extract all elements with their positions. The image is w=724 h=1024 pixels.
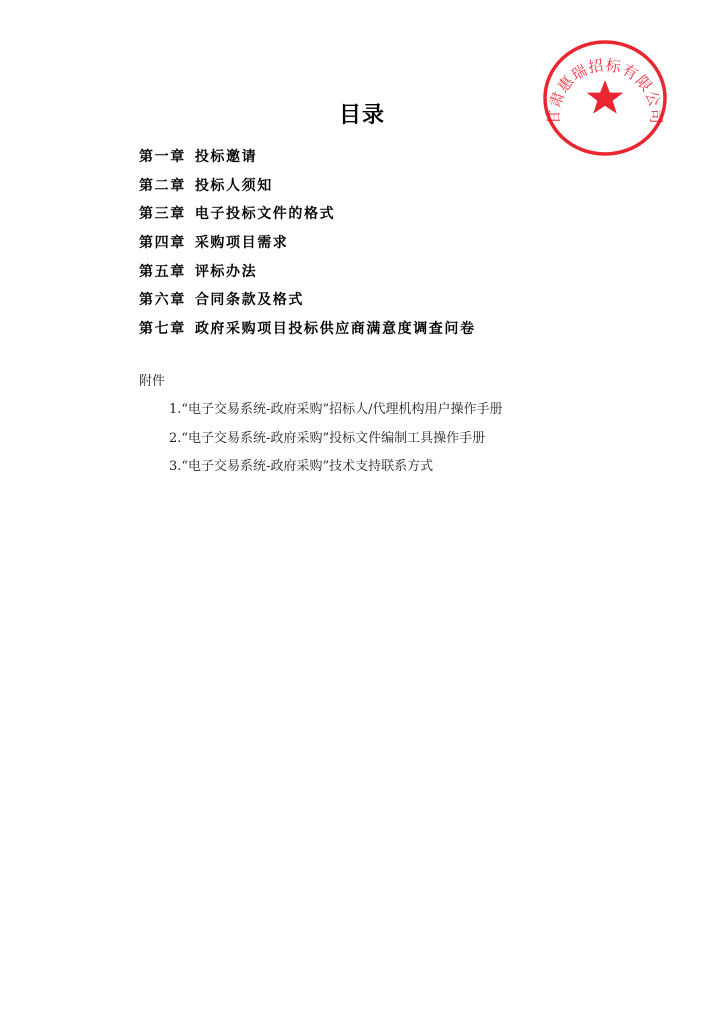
- toc-chapter-title: 采购项目需求: [194, 235, 289, 252]
- toc-chapter-number: 第五章: [139, 263, 186, 280]
- toc-chapter-number: 第四章: [139, 235, 186, 252]
- table-of-contents: [139, 146, 476, 347]
- page-title: 目录: [338, 103, 385, 128]
- appendix-item[interactable]: 1.“电子交易系统-政府采购”招标人/代理机构用户操作手册: [169, 402, 503, 417]
- appendix-list: [169, 399, 502, 485]
- toc-chapter-title: 投标邀请: [194, 149, 258, 165]
- toc-chapter-number: 第三章: [139, 206, 186, 223]
- toc-chapter-title: 政府采购项目投标供应商满意度调查问卷: [194, 321, 476, 338]
- toc-chapter-number: 第一章: [139, 149, 186, 165]
- seal-text: 甘肃惠瑞招标有限公司: [544, 56, 666, 125]
- appendix-section: [139, 371, 503, 485]
- toc-chapter-title: 电子投标文件的格式: [194, 206, 336, 223]
- appendix-item[interactable]: 3.“电子交易系统-政府采购”技术支持联系方式: [169, 459, 434, 474]
- toc-chapter-title: 投标人须知: [194, 177, 273, 194]
- appendix-heading: 附件: [139, 374, 166, 389]
- toc-chapter-number: 第二章: [139, 177, 186, 194]
- toc-item-chapter-2[interactable]: [139, 175, 476, 204]
- toc-item-chapter-7[interactable]: [139, 318, 476, 347]
- toc-item-chapter-4[interactable]: [139, 232, 476, 261]
- toc-item-chapter-1[interactable]: [139, 146, 476, 175]
- toc-item-chapter-3[interactable]: [139, 203, 476, 232]
- toc-item-chapter-5[interactable]: [139, 261, 476, 290]
- toc-chapter-title: 合同条款及格式: [194, 292, 305, 309]
- toc-item-chapter-6[interactable]: [139, 289, 476, 318]
- appendix-item[interactable]: 2.“电子交易系统-政府采购”投标文件编制工具操作手册: [169, 430, 486, 446]
- toc-chapter-number: 第六章: [139, 292, 186, 309]
- toc-chapter-title: 评标办法: [194, 263, 258, 280]
- toc-chapter-number: 第七章: [139, 321, 186, 338]
